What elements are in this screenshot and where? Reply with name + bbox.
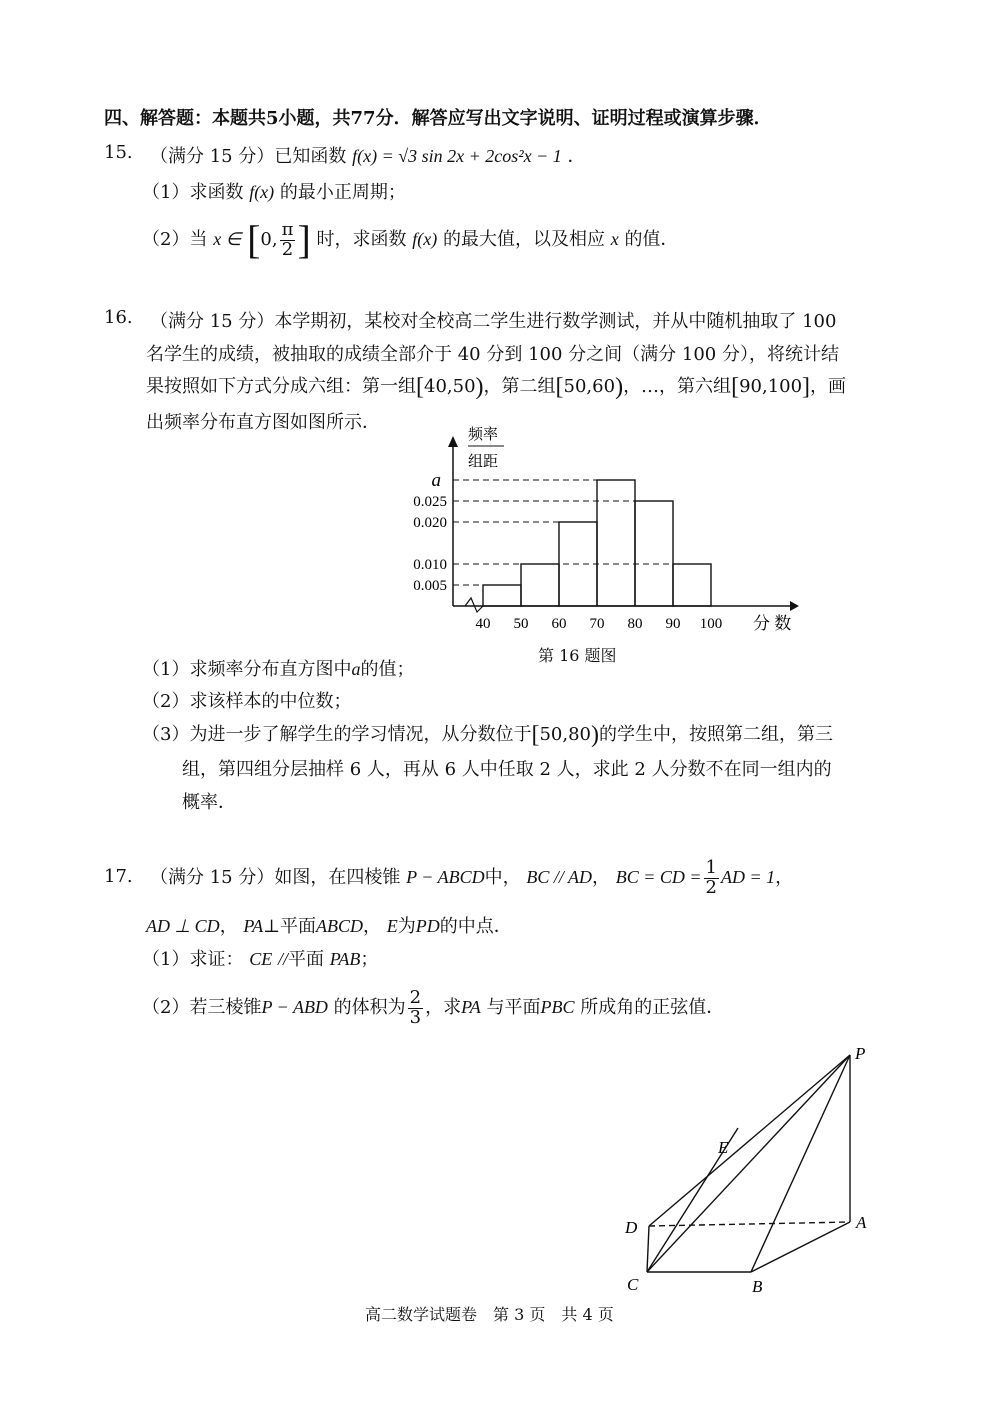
- q17-p2-c: 与平面: [486, 997, 541, 1018]
- q16-number: 16.: [104, 307, 133, 328]
- q17-p1-pab: PAB: [329, 949, 361, 969]
- q15-p1-fx: f(x): [249, 182, 275, 202]
- q17-wei: 为: [397, 916, 416, 937]
- edge-dc: [647, 1226, 649, 1272]
- frequency-histogram: [395, 418, 815, 640]
- y-tick-label: 0.020: [413, 515, 447, 531]
- q16-part3-line3: 概率．: [182, 792, 236, 813]
- q17-p2-b: ，求: [425, 997, 462, 1018]
- q15-p2-post: 的最大值，以及相应: [442, 229, 605, 250]
- comma: ，: [219, 916, 238, 937]
- q17-pa: PA: [243, 916, 264, 936]
- one-half: [704, 856, 719, 898]
- q15-p2-pre: （2）当: [142, 229, 208, 250]
- q17-cond2a: BC = CD =: [615, 867, 702, 887]
- q16-p3-interval: 50,80: [539, 724, 591, 745]
- q17-e: E: [386, 916, 398, 936]
- q17-cond1: BC // AD: [526, 867, 592, 887]
- q16-line3-d: ，画: [810, 376, 847, 397]
- q17-line1: [150, 852, 793, 902]
- q15-intro: [150, 142, 586, 168]
- y-tick-labels: [413, 470, 447, 594]
- left-bracket: [: [247, 217, 261, 262]
- q16-p3-b: 的学生中，按照第二组，第三: [598, 724, 833, 745]
- label-e: E: [718, 1138, 729, 1157]
- histogram-bar: [483, 585, 521, 606]
- histogram-bar: [521, 564, 559, 606]
- x-tick-label: 50: [513, 616, 529, 632]
- bracket: [: [531, 722, 540, 748]
- q15-p2-x2: x: [610, 229, 619, 249]
- q15-p1-post: 的最小正周期；: [279, 182, 406, 203]
- x-tick-label: 90: [665, 616, 681, 632]
- comma: ，: [363, 916, 382, 937]
- q15-p1-pre: （1）求函数: [142, 182, 244, 203]
- histogram-bar: [635, 501, 673, 606]
- half-num: 1: [705, 856, 717, 878]
- y-tick-label: 0.010: [413, 557, 447, 573]
- frac-num: 2: [409, 986, 422, 1008]
- q17-abcd: ABCD: [316, 916, 364, 936]
- q16-line3: [146, 372, 846, 401]
- q17-cond2b: AD = 1: [721, 867, 776, 887]
- y-tick-label-a: a: [431, 470, 441, 491]
- two-thirds: [408, 986, 423, 1028]
- ylabel-bottom: 组距: [468, 454, 499, 470]
- q17-p1-ce: CE: [249, 949, 273, 969]
- bracket: ]: [802, 374, 811, 400]
- label-d: D: [625, 1218, 638, 1237]
- group6-interval: 90,100: [739, 376, 803, 397]
- q16-p1-text: （1）求频率分布直方图中: [142, 659, 352, 680]
- q17-p2-mid: 的体积为: [333, 997, 406, 1018]
- q17-p1-mid: 平面: [287, 949, 324, 970]
- q15-part1: [142, 178, 406, 204]
- q16-line3-c: ，…，第六组: [623, 376, 732, 397]
- x-tick-label: 70: [589, 616, 605, 632]
- q17-comma: ，: [592, 867, 610, 888]
- bracket: ): [615, 374, 624, 400]
- two: 2: [281, 238, 294, 260]
- label-c: C: [627, 1275, 639, 1294]
- q17-midpoint: 的中点．: [439, 916, 512, 937]
- y-axis-arrow: [448, 436, 458, 447]
- q15-formula: f(x) = √3 sin 2x + 2cos²x − 1: [352, 146, 562, 166]
- xlabel: 分 数: [753, 614, 792, 633]
- q17-intro2: 中，: [484, 867, 521, 888]
- x-tick-label: 60: [551, 616, 567, 632]
- q16-line4: 出频率分布直方图如图所示．: [146, 412, 380, 433]
- q17-p2-end: 所成角的正弦值．: [580, 997, 725, 1018]
- y-tick-label: 0.025: [413, 494, 447, 510]
- q16-part2: （2）求该样本的中位数；: [142, 691, 352, 712]
- bracket: ): [475, 374, 484, 400]
- q15-p2-x: x ∈: [213, 229, 242, 249]
- q17-line2: [146, 912, 512, 938]
- q17-p2-pbc: PBC: [540, 997, 575, 1017]
- q16-line3-a: 果按照如下方式分成六组：第一组: [146, 376, 416, 397]
- q17-perp-plane: ⊥平面: [263, 916, 317, 937]
- label-p: P: [855, 1044, 866, 1063]
- half-den: 2: [705, 876, 717, 898]
- bracket: [: [731, 374, 740, 400]
- edge-pb: [751, 1055, 850, 1272]
- y-tick-label: 0.005: [413, 578, 447, 594]
- q17-pd: PD: [415, 916, 440, 936]
- q17-p1-end: ；: [360, 949, 379, 970]
- bracket: ): [590, 722, 599, 748]
- frac-den: 3: [409, 1006, 422, 1028]
- pi-over-two: [280, 218, 296, 260]
- q17-number: 17.: [104, 866, 133, 887]
- q16-p1-end: 的值；: [360, 659, 415, 680]
- histogram-bar: [673, 564, 711, 606]
- group1-interval: 40,50: [424, 376, 476, 397]
- group2-interval: 50,60: [563, 376, 616, 397]
- bracket: [: [555, 374, 564, 400]
- dashed-guides: [453, 480, 673, 585]
- label-b: B: [752, 1277, 763, 1296]
- q16-line1: （满分 15 分）本学期初，某校对全校高二学生进行数学测试，并从中随机抽取了 100: [150, 311, 837, 332]
- q16-p1-a: a: [351, 659, 361, 679]
- q17-intro: （满分 15 分）如图，在四棱锥: [150, 867, 401, 888]
- axis-break-icon: [465, 598, 483, 612]
- edge-pd: [649, 1055, 850, 1226]
- q16-p3-a: （3）为进一步了解学生的学习情况，从分数位于: [142, 724, 532, 745]
- edge-pc: [647, 1055, 850, 1272]
- x-axis-arrow: [790, 601, 799, 611]
- pi: π: [281, 218, 294, 240]
- q16-part3: [142, 720, 833, 749]
- q17-p1-pre: （1）求证：: [142, 949, 244, 970]
- q16-line2: 名学生的成绩，被抽取的成绩全部介于 40 分到 100 分之间（满分 100 分），将统计结: [146, 344, 839, 365]
- q17-p2-pa: PA: [461, 997, 481, 1017]
- section-header: 四、解答题：本题共5小题，共77分．解答应写出文字说明、证明过程或演算步骤．: [104, 108, 772, 129]
- q17-pyramid: P − ABCD: [406, 867, 485, 887]
- x-tick-labels: [476, 616, 723, 632]
- edge-da-hidden: [649, 1222, 850, 1226]
- q16-part1: [142, 655, 414, 681]
- q16-part3-line2: 组，第四组分层抽样 6 人，再从 6 人中任取 2 人，求此 2 人分数不在同一组内的: [182, 759, 832, 780]
- q17-part2: [142, 982, 724, 1032]
- ylabel-top: 频率: [468, 427, 499, 443]
- q15-part2: [142, 214, 678, 264]
- q15-number: 15.: [104, 142, 133, 163]
- histogram-bars: [483, 480, 711, 606]
- q17-ad-perp-cd: AD ⊥ CD: [146, 916, 220, 936]
- q15-period: ．: [567, 146, 586, 167]
- q15-p2-end: 的值．: [624, 229, 679, 250]
- bracket: [: [416, 374, 424, 400]
- q15-p2-fx: f(x): [412, 229, 438, 249]
- pyramid-figure: [615, 1040, 875, 1300]
- q17-end1: ，: [775, 867, 794, 888]
- x-tick-label: 40: [475, 616, 491, 632]
- x-tick-label: 80: [627, 616, 643, 632]
- q17-part1: [142, 945, 378, 971]
- q15-intro-text: （满分 15 分）已知函数: [150, 146, 347, 167]
- label-a: A: [856, 1213, 867, 1232]
- q17-p1-par: //: [277, 949, 288, 969]
- page-footer: 高二数学试题卷 第 3 页 共 4 页: [365, 1305, 614, 1324]
- q17-p2-pabd: P − ABD: [261, 997, 328, 1017]
- right-bracket: ]: [297, 217, 311, 262]
- x-tick-label: 100: [699, 616, 723, 632]
- q15-p2-mid: 时，求函数: [316, 229, 407, 250]
- edge-ba: [751, 1222, 850, 1272]
- q16-line3-b: ，第二组: [483, 376, 556, 397]
- q17-p2-pre: （2）若三棱锥: [142, 997, 262, 1018]
- q16-figure-caption: 第 16 题图: [538, 646, 617, 665]
- histogram-bar: [597, 480, 635, 606]
- q15-p2-lo: 0,: [260, 229, 278, 250]
